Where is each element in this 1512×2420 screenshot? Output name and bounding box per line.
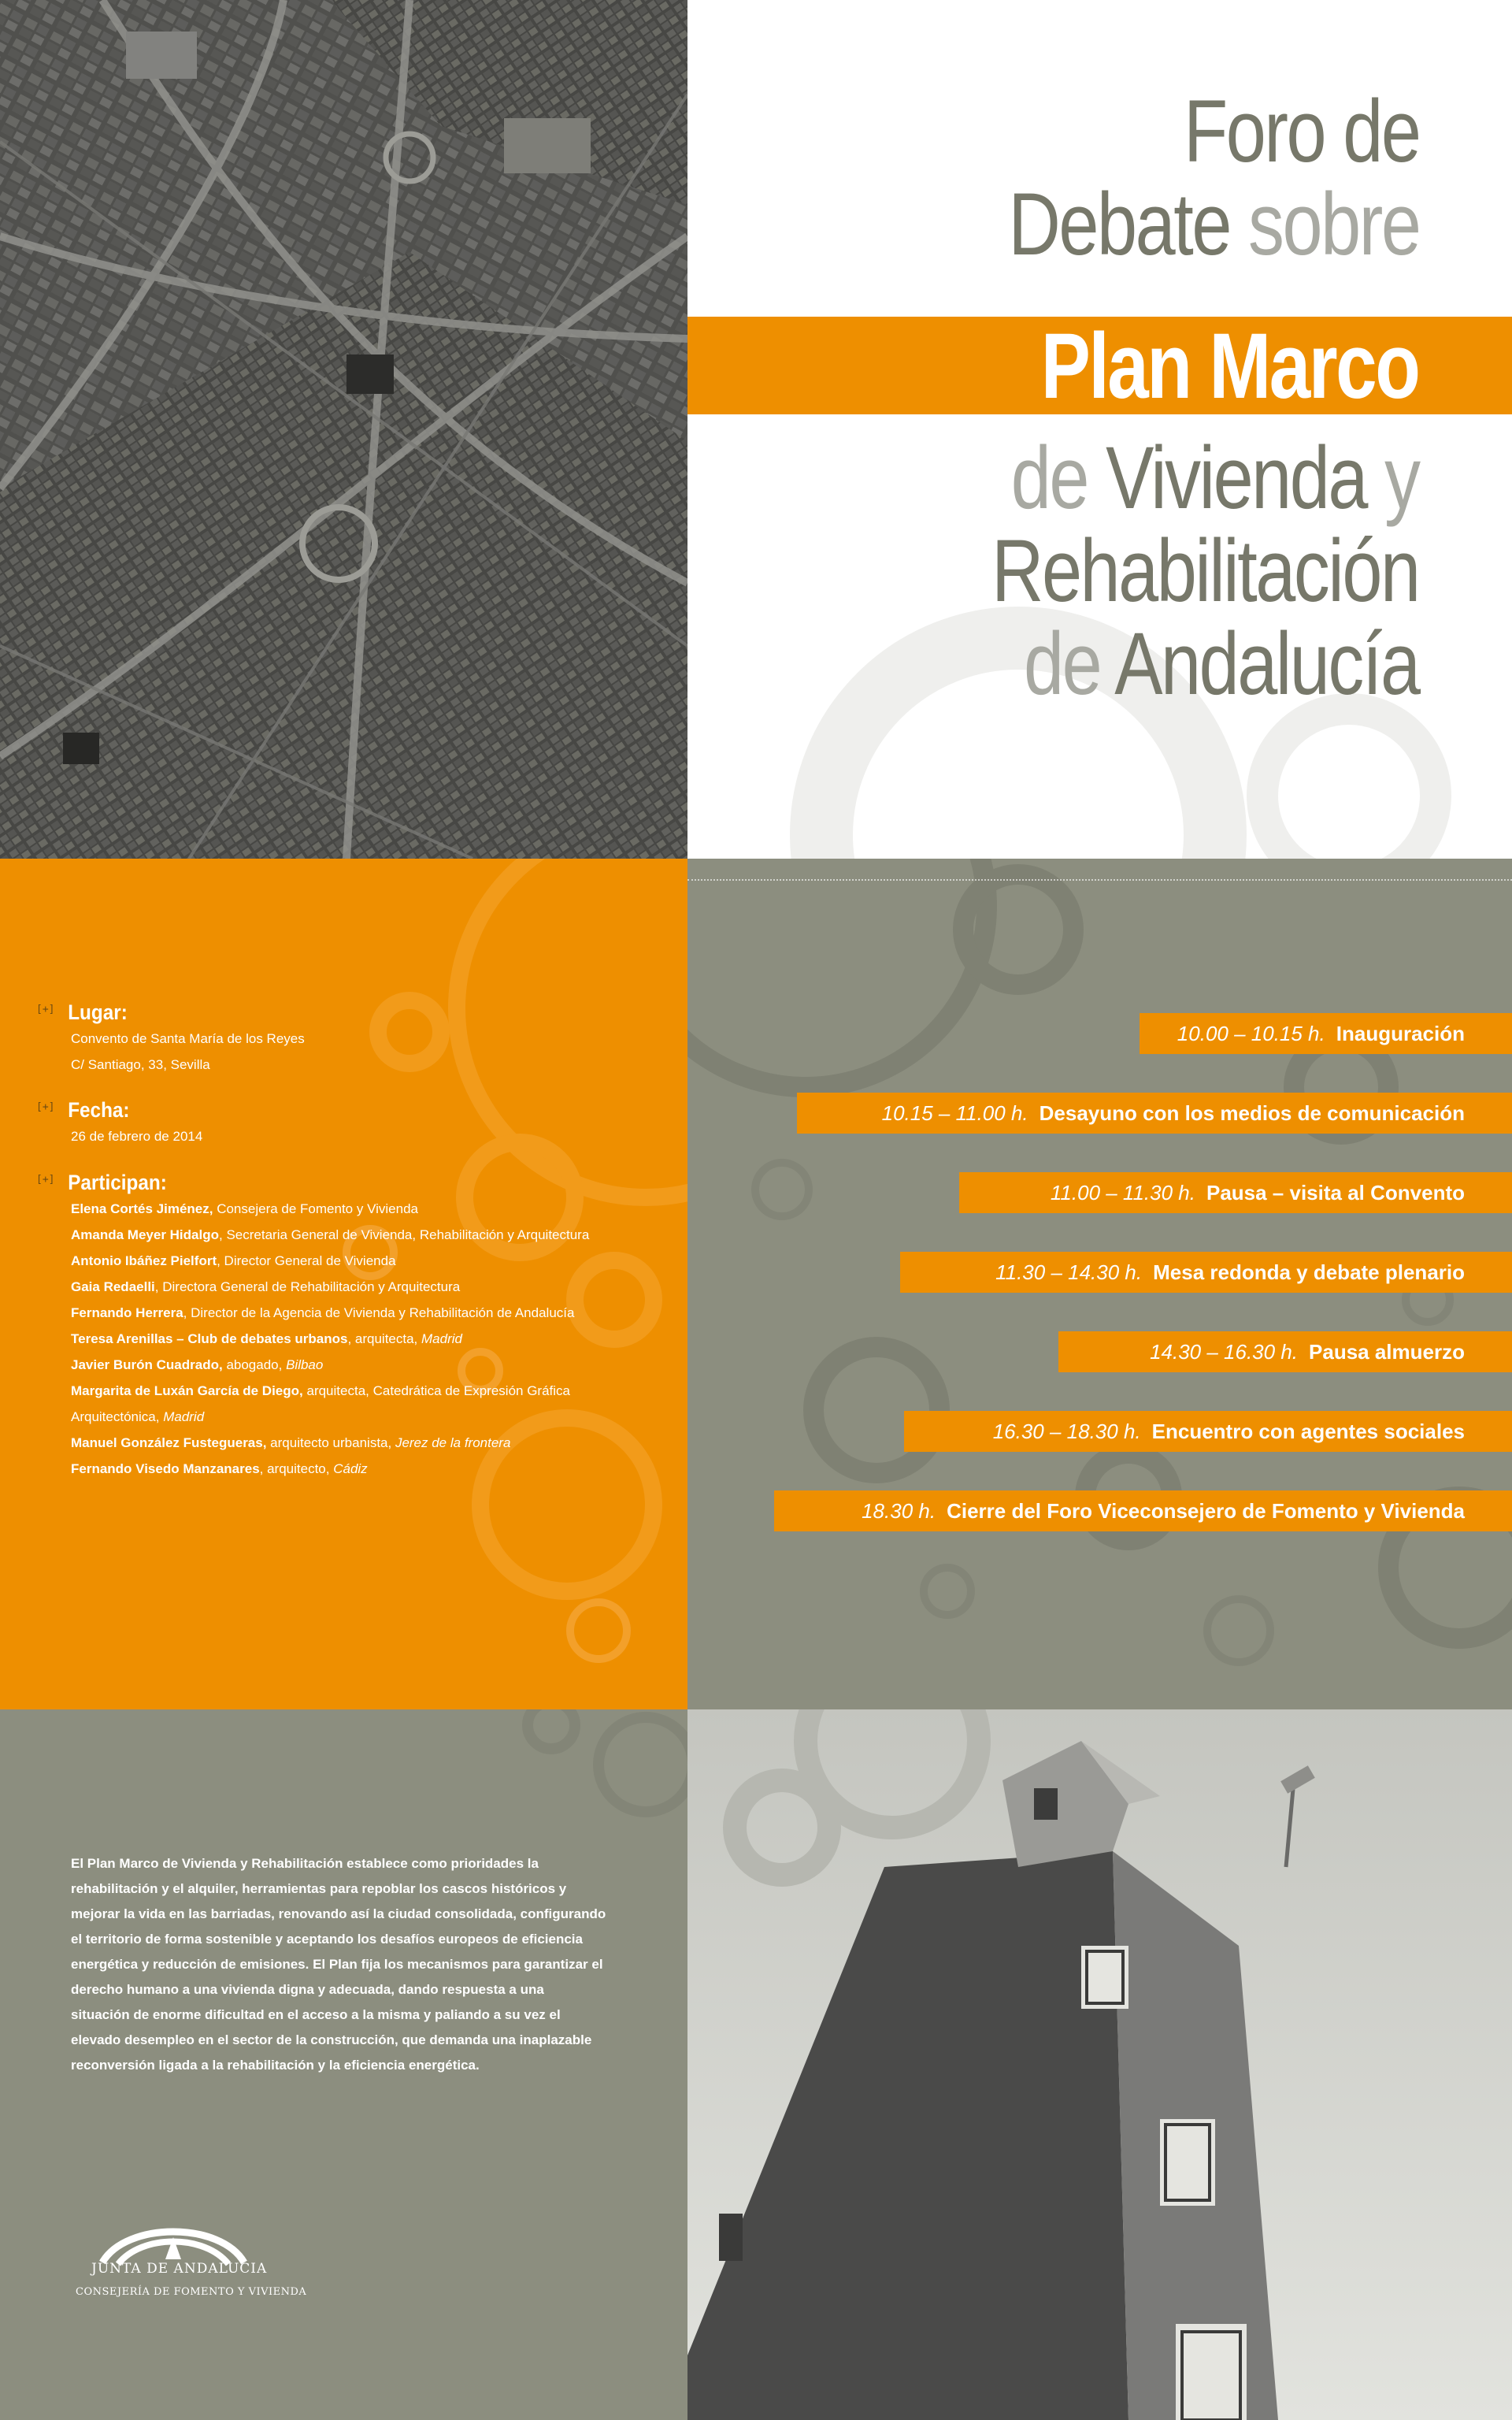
program-row: 16.30 – 18.30 h. Encuentro con agentes sociales <box>904 1411 1512 1452</box>
bullet-icon: [+] <box>36 1101 55 1113</box>
logo-name: JUNTA DE ANDALUCIA <box>91 2261 268 2277</box>
lugar-line: C/ Santiago, 33, Sevilla <box>71 1057 210 1072</box>
program-row: 11.30 – 14.30 h. Mesa redonda y debate plenario <box>900 1252 1512 1293</box>
participant-row: Javier Burón Cuadrado, abogado, Bilbao <box>71 1357 324 1372</box>
title-line-6: de Andalucía <box>1024 614 1419 713</box>
aerial-map-graphic <box>0 0 687 859</box>
program-row: 10.00 – 10.15 h. Inauguración <box>1140 1013 1512 1054</box>
building-photo <box>687 1709 1512 2420</box>
participant-row: Fernando Visedo Manzanares, arquitecto, Cádiz <box>71 1461 368 1476</box>
title-line-4: de Vivienda y <box>1011 429 1419 527</box>
fecha-heading: Fecha: <box>68 1098 130 1122</box>
bullet-icon: [+] <box>36 1174 55 1186</box>
participant-row: Fernando Herrera, Director de la Agencia de Vivienda y Rehabilitación de Andalucía <box>71 1305 575 1320</box>
participant-list <box>41 1196 589 1482</box>
fecha-section <box>36 1097 203 1149</box>
fecha-line: 26 de febrero de 2014 <box>71 1129 203 1144</box>
title-upper <box>918 82 1419 273</box>
logo-subtitle: CONSEJERÍA DE FOMENTO Y VIVIENDA <box>76 2286 307 2298</box>
program-row: 11.00 – 11.30 h. Pausa – visita al Convento <box>959 1172 1512 1213</box>
participant-row: Teresa Arenillas – Club de debates urbanos, arquitecta, Madrid <box>71 1331 462 1346</box>
dotted-divider <box>687 879 1512 881</box>
participan-heading: Participan: <box>68 1171 167 1194</box>
info-panel <box>0 859 687 1709</box>
program-panel <box>687 859 1512 1709</box>
participant-row: Manuel González Fustegueras, arquitecto urbanista, Jerez de la frontera <box>71 1435 511 1450</box>
aerial-city-photo <box>0 0 687 859</box>
intro-panel <box>0 1709 687 2420</box>
participant-row: Elena Cortés Jiménez, Consejera de Fomento y Vivienda <box>71 1201 418 1216</box>
intro-paragraph: El Plan Marco de Vivienda y Rehabilitación establece como prioridades la rehabilitación y el alquiler, herramientas para repoblar los cascos históricos y mejorar la vida en las barriadas, renovando así la ciudad consolidada, configurando el territorio de forma sostenible y aceptando los desafíos europeos de eficiencia energética y reducción de emisiones. El Plan fija los mecanismos para garantizar el derecho humano a una vivienda digna y adecuada, dando respuesta a una situación de enorme dificultad en el acceso a la misma y paliando a su vez el elevado desempleo en el sector de la construcción, que demanda una inaplazable reconversión ligada a la rehabilitación y la eficiencia energética. <box>71 1856 606 2073</box>
title-line-2: Debate sobre <box>1008 175 1419 273</box>
title-lower <box>898 429 1419 713</box>
participant-row: Margarita de Luxán García de Diego, arquitecta, Catedrática de Expresión Gráfica <box>71 1383 570 1398</box>
title-line-5: Rehabilitación <box>991 521 1419 620</box>
lugar-line: Convento de Santa María de los Reyes <box>71 1031 305 1046</box>
participan-section <box>36 1169 590 1482</box>
participant-row: Amanda Meyer Hidalgo, Secretaria General de Vivienda, Rehabilitación y Arquitectura <box>71 1227 590 1242</box>
program-row: 18.30 h. Cierre del Foro Viceconsejero de Fomento y Vivienda <box>774 1490 1512 1531</box>
title-line-1: Foro de <box>1183 82 1419 180</box>
building-graphic <box>687 1709 1512 2420</box>
participant-row: Antonio Ibáñez Pielfort, Director General de Vivienda <box>71 1253 396 1268</box>
participant-row: Arquitectónica, Madrid <box>71 1409 205 1424</box>
program-row: 14.30 – 16.30 h. Pausa almuerzo <box>1058 1331 1512 1372</box>
lugar-section <box>36 999 305 1078</box>
lugar-heading: Lugar: <box>68 1000 128 1024</box>
participant-row: Gaia Redaelli, Directora General de Rehabilitación y Arquitectura <box>71 1279 461 1294</box>
program-row: 10.15 – 11.00 h. Desayuno con los medios de comunicación <box>797 1093 1512 1134</box>
title-plan-marco: Plan Marco <box>1041 314 1419 418</box>
bullet-icon: [+] <box>36 1004 55 1015</box>
